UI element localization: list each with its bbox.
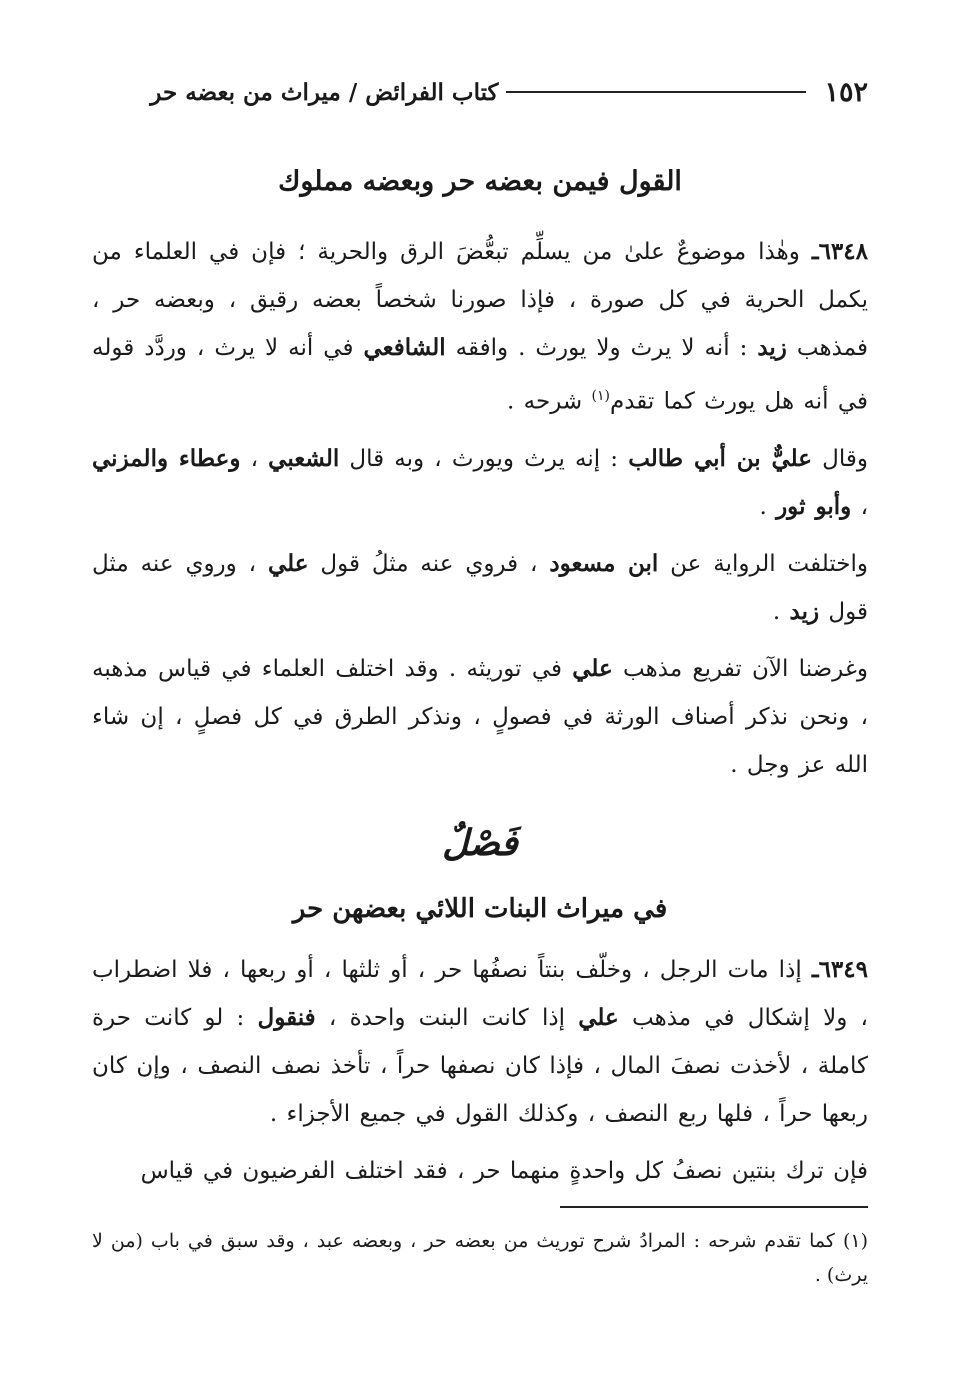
name-ali: علي bbox=[578, 1004, 619, 1031]
paragraph-6349 bbox=[92, 946, 868, 1138]
name-zayd: زيد bbox=[757, 334, 787, 361]
text-run: وقال bbox=[812, 445, 868, 472]
text-run: وهٰذا موضوعٌ علىٰ من يسلِّم تبعُّضَ الرق والحرية ؛ فإن في العلماء من يكمل الحرية في كل صورة ، فإذا صورنا شخصاً بعضه رقيق ، وبعضه حر ، فمذهب bbox=[92, 239, 868, 361]
text-run: . bbox=[759, 493, 777, 520]
name-ata-muzani: وعطاء والمزني bbox=[92, 444, 241, 472]
footnote-ref: (١) bbox=[591, 388, 610, 404]
paragraph-number: ٦٣٤٨ـ bbox=[811, 238, 868, 265]
name-zayd: زيد bbox=[789, 597, 820, 625]
name-shabi: الشعبي bbox=[268, 444, 340, 472]
text-run: : إنه يرث ويورث ، وبه قال bbox=[339, 445, 629, 472]
book-page bbox=[92, 62, 868, 1352]
text-run: فإن ترك بنتين نصفُ كل واحدةٍ منهما حر ، فقد اختلف الفرضيون في قياس bbox=[140, 1158, 868, 1184]
section-heading: القول فيمن بعضه حر وبعضه مملوك bbox=[278, 166, 682, 197]
name-abu-thawr: وأبو ثور bbox=[776, 492, 852, 520]
text-run: : لو كانت حرة كاملة ، لأخذت نصفَ المال ، فإذا كان نصفها حراً ، تأخذ نصف النصف ، وإن كان ربعها حراً ، فلها ربع النصف ، وكذلك القول في جميع الأجزاء . bbox=[92, 1005, 868, 1127]
text-run: ، فروي عنه مثلُ قول bbox=[308, 550, 550, 577]
footnote bbox=[92, 1224, 868, 1292]
name-ibn-masud: ابن مسعود bbox=[549, 549, 659, 577]
page-number: ١٥٢ bbox=[824, 76, 868, 108]
paragraph-purpose bbox=[92, 645, 868, 789]
text-run: في أنه لا يرث ، وردَّد قوله في أنه هل يورث كما تقدم bbox=[92, 335, 868, 415]
text-run: واختلفت الرواية عن bbox=[658, 550, 868, 577]
subsection-heading: في ميراث البنات اللائي بعضهن حر bbox=[292, 894, 668, 924]
text-run: في توريثه . وقد اختلف العلماء في قياس مذهبه ، ونحن نذكر أصناف الورثة في فصولٍ ، ونذكر الطرق في كل فصلٍ ، إن شاء الله عز وجل . bbox=[92, 655, 868, 778]
footnote-marker: (١) bbox=[842, 1230, 868, 1252]
text-run: ، bbox=[240, 445, 269, 472]
text-run: : أنه لا يرث ولا يورث . وافقه bbox=[445, 335, 758, 361]
header-rule bbox=[506, 91, 806, 93]
text-run: إذا مات الرجل ، وخلّف بنتاً نصفُها حر ، أو ثلثها ، أو ربعها ، فلا اضطراب ، ولا إشكال في مذهب bbox=[92, 957, 868, 1031]
name-shafii: الشافعي bbox=[363, 334, 446, 361]
text-run: شرحه . bbox=[507, 388, 592, 415]
name-ali: علي bbox=[267, 549, 309, 577]
running-title: كتاب الفرائض / ميراث من بعضه حر bbox=[150, 78, 499, 106]
paragraph-ali-opinion bbox=[92, 435, 868, 531]
name-ali: عليٌّ بن أبي طالب bbox=[628, 444, 813, 472]
footnote-text: كما تقدم شرحه : المرادُ شرح توريث من بعضه حر ، وبعضه عبد ، وقد سبق في باب (من لا يرث) . bbox=[92, 1230, 868, 1286]
text-run: ، bbox=[851, 493, 868, 520]
footnote-rule bbox=[560, 1206, 868, 1208]
text-run: . bbox=[772, 598, 790, 625]
text-run: ، وروي عنه مثل قول bbox=[92, 550, 868, 625]
running-header bbox=[92, 72, 868, 112]
paragraph-two-daughters bbox=[92, 1147, 868, 1195]
text-run: وغرضنا الآن تفريع مذهب bbox=[612, 655, 868, 682]
text-run: إذا كانت البنت واحدة ، bbox=[315, 1005, 579, 1031]
name-ali: علي bbox=[572, 654, 613, 682]
paragraph-number: ٦٣٤٩ـ bbox=[811, 956, 868, 983]
paragraph-6348 bbox=[92, 228, 868, 426]
word-fanaqul: فنقول bbox=[257, 1004, 316, 1031]
section-body bbox=[92, 228, 868, 798]
fasl-body bbox=[92, 946, 868, 1204]
fasl-ornament: فَصْلٌ bbox=[442, 822, 518, 864]
paragraph-ibn-masud bbox=[92, 540, 868, 636]
